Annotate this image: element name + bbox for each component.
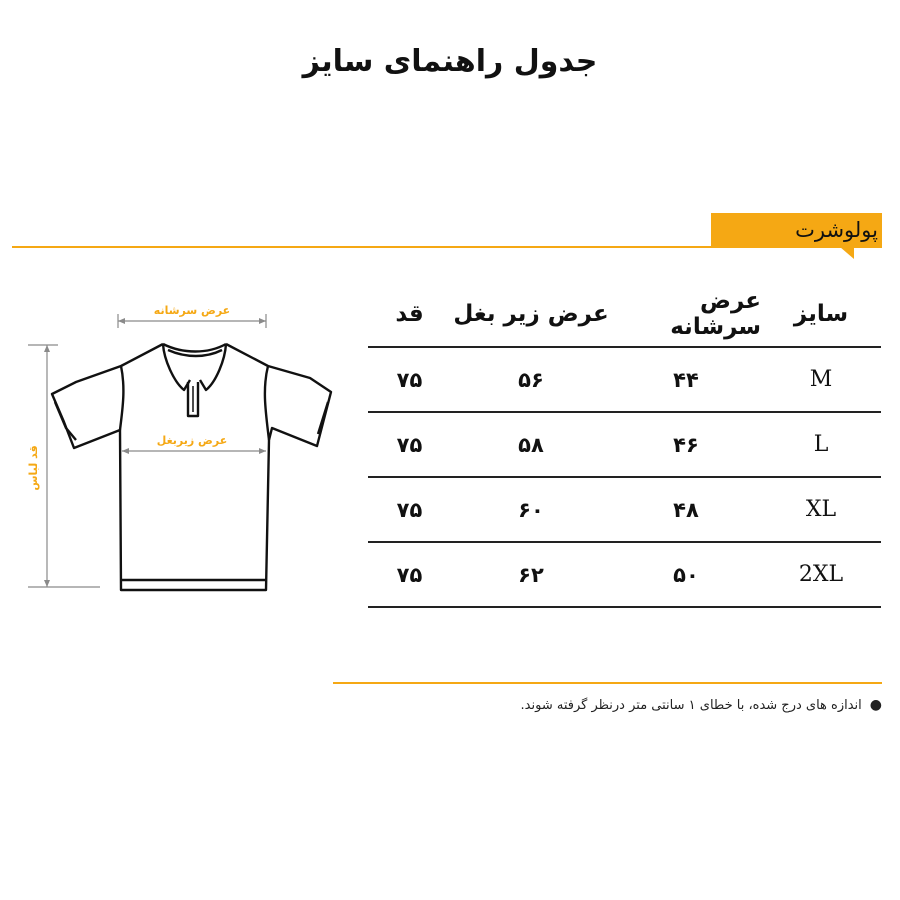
cell-size: 2XL bbox=[798, 562, 844, 587]
cell-shoulder: ۴۶ bbox=[673, 432, 699, 457]
cell-height: ۷۵ bbox=[396, 562, 423, 587]
cell-size: M bbox=[809, 367, 833, 392]
bullet-icon: ● bbox=[869, 697, 882, 713]
section-tab-notch bbox=[840, 247, 854, 259]
cell-height: ۷۵ bbox=[396, 497, 423, 522]
shirt-outline bbox=[52, 344, 331, 590]
header-size: سایز bbox=[793, 301, 849, 327]
shoulder-width-label: عرض سرشانه bbox=[153, 304, 231, 317]
header-height: قد bbox=[395, 301, 424, 327]
cell-armpit: ۶۲ bbox=[518, 562, 544, 587]
cell-shoulder: ۵۰ bbox=[673, 562, 699, 587]
cell-size: XL bbox=[805, 497, 837, 522]
note-divider bbox=[333, 682, 882, 684]
cell-armpit: ۶۰ bbox=[518, 497, 544, 522]
note-text: اندازه های درج شده، با خطای ۱ سانتی متر درنظر گرفته شوند. bbox=[520, 698, 862, 713]
header-armpit: عرض زیر بغل bbox=[453, 301, 609, 327]
armpit-width-arrow bbox=[122, 448, 266, 454]
polo-shirt-diagram bbox=[18, 290, 338, 600]
section-tab bbox=[711, 213, 882, 247]
cell-height: ۷۵ bbox=[396, 367, 423, 392]
section-tab-label: پولوشرت bbox=[795, 218, 878, 242]
header-shoulder: عرض سرشانه bbox=[670, 288, 761, 340]
page-title: جدول راهنمای سایز bbox=[302, 44, 598, 79]
table-row bbox=[368, 413, 881, 478]
armpit-width-label: عرض زیربغل bbox=[156, 434, 228, 447]
cell-armpit: ۵۸ bbox=[518, 432, 544, 457]
cell-shoulder: ۴۸ bbox=[673, 497, 699, 522]
cell-height: ۷۵ bbox=[396, 432, 423, 457]
cell-armpit: ۵۶ bbox=[518, 367, 544, 392]
cell-shoulder: ۴۴ bbox=[673, 367, 699, 392]
length-label: قد لباس bbox=[27, 445, 40, 491]
table-header bbox=[368, 282, 881, 348]
table-row bbox=[368, 543, 881, 608]
table-row bbox=[368, 348, 881, 413]
cell-size: L bbox=[813, 432, 829, 457]
note bbox=[340, 697, 882, 713]
size-table bbox=[368, 282, 881, 608]
table-row bbox=[368, 478, 881, 543]
